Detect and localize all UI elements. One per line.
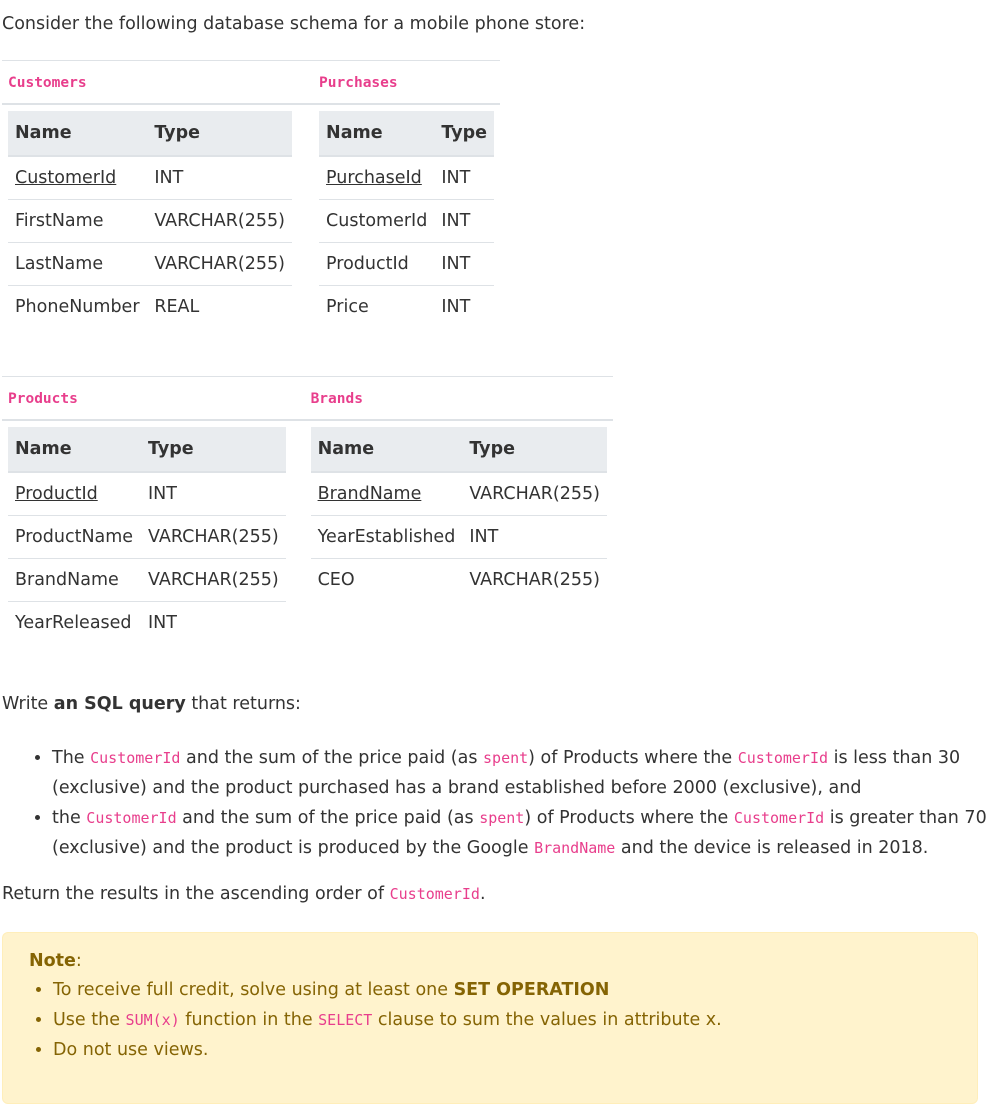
table-row [311, 472, 607, 516]
table-row [8, 243, 292, 286]
text-span: and the sum of the price paid (as [176, 808, 480, 828]
inline-code: CustomerId [733, 809, 825, 827]
purchases-table [319, 111, 494, 328]
type-cell: INT [462, 516, 607, 559]
note-box [2, 932, 978, 1104]
name-cell: PhoneNumber [15, 297, 140, 317]
name-cell: CEO [317, 570, 355, 590]
primary-key-cell: ProductId [8, 472, 141, 516]
text-span: function in the [179, 1010, 319, 1030]
note-list [29, 975, 951, 1065]
column-header: Type [147, 111, 292, 156]
table-row [319, 243, 494, 286]
table-row [8, 156, 292, 200]
inline-code: CustomerId [737, 749, 829, 767]
write-pre: Write [2, 694, 54, 714]
text-span: the [52, 808, 87, 828]
customers-table [8, 111, 292, 328]
write-bold: an SQL query [53, 694, 186, 714]
schema-group-1 [2, 60, 500, 328]
table-row [8, 472, 286, 516]
inline-code: CustomerId [86, 809, 177, 827]
type-cell: VARCHAR(255) [141, 559, 286, 602]
table-row [8, 559, 286, 602]
brands-table [311, 427, 607, 601]
column-header: Name [319, 111, 434, 156]
table-row [311, 559, 607, 602]
inline-code: SUM(x) [125, 1011, 180, 1029]
inline-code: BrandName [534, 839, 616, 857]
name-cell: CustomerId [319, 200, 434, 243]
text-span: ) of Products where the [524, 808, 734, 828]
list-item [53, 975, 951, 1005]
type-cell: VARCHAR(255) [469, 570, 600, 590]
name-cell: ProductName [8, 516, 141, 559]
type-cell: INT [148, 613, 177, 633]
column-header: Name [311, 427, 463, 472]
list-item [52, 743, 989, 803]
name-cell: LastName [8, 243, 147, 286]
type-cell: REAL [154, 297, 200, 317]
column-header: Type [141, 427, 286, 472]
primary-key-cell: BrandName [311, 472, 463, 516]
text-span: Use the [53, 1010, 126, 1030]
table-row [8, 602, 286, 645]
text-span: is less than 30 (exclusive) and the product purchased has a brand established before 2000 (exclusive), and [52, 748, 961, 798]
note-colon: : [75, 951, 82, 971]
primary-key-cell: CustomerId [8, 156, 147, 200]
text-span: is greater than 70 (exclusive) and the product is produced by the Google [52, 808, 987, 858]
name-cell: BrandName [8, 559, 141, 602]
write-instruction [2, 694, 301, 714]
name-cell: YearEstablished [311, 516, 463, 559]
type-cell: VARCHAR(255) [462, 472, 607, 516]
text-span: The [52, 748, 91, 768]
column-header: Type [462, 427, 607, 472]
table-row [311, 516, 607, 559]
type-cell: VARCHAR(255) [147, 243, 292, 286]
inline-code: CustomerId [389, 885, 480, 903]
table-row [8, 286, 292, 329]
name-cell: ProductId [319, 243, 434, 286]
inline-code: spent [479, 809, 525, 827]
type-cell: INT [147, 156, 292, 200]
return-instruction [2, 884, 486, 904]
type-cell: VARCHAR(255) [147, 200, 292, 243]
table-name-products: Products [8, 391, 78, 407]
table-name-purchases: Purchases [319, 75, 398, 91]
type-cell: INT [141, 472, 286, 516]
text-span: Return the results in the ascending order of [2, 884, 390, 904]
inline-code: SELECT [318, 1011, 373, 1029]
text-span: clause to sum the values in attribute x. [372, 1010, 722, 1030]
bold-text: SET OPERATION [453, 980, 610, 1000]
text-span: . [479, 884, 486, 904]
list-item [52, 803, 989, 863]
text-span: and the device is released in 2018. [615, 838, 929, 858]
inline-code: spent [483, 749, 529, 767]
table-row [8, 516, 286, 559]
products-table [8, 427, 286, 644]
primary-key-cell: PurchaseId [319, 156, 434, 200]
column-header: Name [8, 427, 141, 472]
intro-text: Consider the following database schema for a mobile phone store: [2, 14, 586, 34]
text-span: ) of Products where the [528, 748, 738, 768]
name-cell: YearReleased [15, 613, 132, 633]
table-row [319, 156, 494, 200]
text-span: and the sum of the price paid (as [180, 748, 484, 768]
note-heading [29, 951, 951, 971]
column-header: Type [434, 111, 494, 156]
write-post: that returns: [185, 694, 301, 714]
list-item: • Do not use views. [53, 1035, 951, 1065]
schema-group-2 [2, 376, 613, 644]
column-header: Name [8, 111, 147, 156]
note-title: Note [29, 951, 76, 971]
name-cell: FirstName [8, 200, 147, 243]
type-cell: INT [434, 200, 494, 243]
table-row [8, 200, 292, 243]
name-cell: Price [326, 297, 369, 317]
inline-code: CustomerId [90, 749, 181, 767]
type-cell: INT [434, 243, 494, 286]
type-cell: INT [441, 297, 471, 317]
text-span: To receive full credit, solve using at least one [53, 980, 454, 1000]
table-name-brands: Brands [310, 391, 363, 407]
requirements-list [20, 743, 989, 863]
type-cell: INT [434, 156, 494, 200]
table-name-customers: Customers [8, 75, 87, 91]
table-row [319, 200, 494, 243]
list-item [53, 1005, 951, 1035]
table-row [319, 286, 494, 329]
type-cell: VARCHAR(255) [141, 516, 286, 559]
